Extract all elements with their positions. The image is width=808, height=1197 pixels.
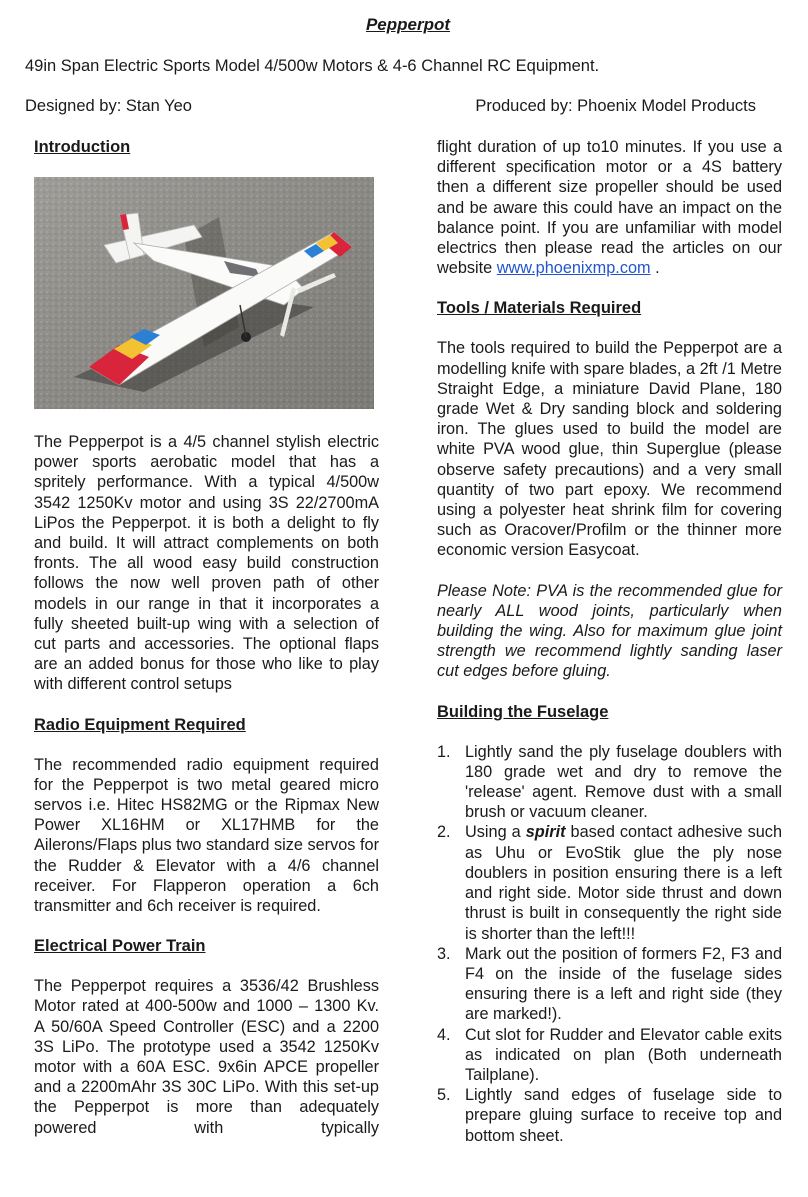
- step-text: based contact adhesive such as Uhu or EvoStik glue the ply nose doublers in position ensuring there is a left and right side. Motor side thrust and down thrust is built in consequently the right side is shorter than the left!!!: [465, 823, 782, 943]
- radio-equipment-paragraph: The recommended radio equipment required for the Pepperpot is two metal geared micro servos i.e. Hitec HS82MG or the Ripmax New Power XL16HM or XL17HMB for the Ailerons/Flaps plus two standard size servos for the Rudder & Elevator with a 4/6 channel receiver. For Flapperon operation a 6ch transmitter and 6ch receiver is required.: [34, 755, 379, 916]
- list-item: [437, 944, 782, 1025]
- tools-paragraph: The tools required to build the Pepperpot are a modelling knife with spare blades, a 2ft /1 Metre Straight Edge, a miniature David Plane, 180 grade Wet & Dry sanding block and soldering iron. The glues used to build the model are white PVA wood glue, thin Superglue (please observe safety precautions) and a very small quantity of two part epoxy. We recommend using a polyester heat shrink film for covering such as Oracover/Profilm or the thinner more economic version Easycoat.: [437, 339, 782, 560]
- list-item: [437, 1085, 782, 1146]
- continued-text: flight duration of up to10 minutes. If you use a different specification motor or a 4S battery then a different size propeller should be used and be aware this could have an impact on the balance point. If you are unfamiliar with model electrics then please read the articles on our website: [437, 138, 782, 278]
- step-number: 2.: [437, 823, 451, 842]
- step-text: Cut slot for Rudder and Elevator cable exits as indicated on plan (Both underneath Tailplane).: [465, 1025, 782, 1084]
- radio-equipment-heading: Radio Equipment Required: [34, 715, 246, 734]
- step-number: 1.: [437, 742, 451, 761]
- pepperpot-aircraft-photo: [34, 177, 374, 409]
- introduction-heading: Introduction: [34, 138, 131, 156]
- step-text: Mark out the position of formers F2, F3 and F4 on the inside of the fuselage sides ensuring there is a left and right side (they are marked!).: [465, 944, 782, 1024]
- step-number: 4.: [437, 1025, 451, 1044]
- step-text: Lightly sand edges of fuselage side to prepare gluing surface to receive top and bottom sheet.: [465, 1086, 782, 1145]
- website-link[interactable]: www.phoenixmp.com: [496, 259, 651, 278]
- step-text: Using a: [465, 823, 526, 842]
- list-item: [437, 742, 782, 823]
- pva-note: Please Note: PVA is the recommended glue for nearly ALL wood joints, particularly when building the wing. Also for maximum glue joint strength we recommend lightly sanding laser cut edges before gluing.: [437, 581, 782, 681]
- right-column: [437, 137, 782, 1146]
- document-subtitle: 49in Span Electric Sports Model 4/500w Motors & 4-6 Channel RC Equipment.: [25, 57, 600, 75]
- power-train-paragraph: The Pepperpot requires a 3536/42 Brushless Motor rated at 400-500w and 1000 – 1300 Kv. A 50/60A Speed Controller (ESC) and a 2200 3S LiPo. The prototype used a 3542 1250Kv motor with a 60A ESC. 9x6in APCE propeller and a 2200mAhr 3S 30C LiPo. With this set-up the Pepperpot is more than adequately powered with typically: [34, 977, 379, 1137]
- list-item: [437, 822, 782, 943]
- continued-paragraph: [437, 137, 782, 278]
- introduction-paragraph: The Pepperpot is a 4/5 channel stylish electric power sports aerobatic model that has a spritely performance. With a typical 4/500w 3542 1250Kv motor and using 3S 22/2700mA LiPos the Pepperpot. it is both a delight to fly and build. It will attract complements on both fronts. The all wood easy build construction follows the now well proven path of other models in our range in that it incorporates a fully sheeted built-up wing with a selection of cut parts and accessories. The optional flaps are an added bonus for those who like to play with different control setups: [34, 433, 379, 694]
- tools-heading: Tools / Materials Required: [437, 299, 642, 318]
- fuselage-heading: Building the Fuselage: [437, 702, 609, 721]
- designer-credit: Designed by: Stan Yeo: [25, 97, 192, 115]
- power-train-heading: Electrical Power Train: [34, 937, 206, 956]
- step-number: 5.: [437, 1086, 451, 1105]
- left-column: [34, 137, 379, 1138]
- step-emphasis: spirit: [525, 823, 566, 842]
- document-title: Pepperpot: [365, 15, 451, 34]
- fuselage-steps: [437, 742, 782, 1146]
- step-text: Lightly sand the ply fuselage doublers with 180 grade wet and dry to remove the 'release' agent. Remove dust with a small brush or vacuum cleaner.: [465, 742, 782, 822]
- step-number: 3.: [437, 944, 451, 963]
- list-item: [437, 1025, 782, 1086]
- continued-trailing: .: [650, 259, 660, 278]
- producer-credit: Produced by: Phoenix Model Products: [475, 97, 756, 115]
